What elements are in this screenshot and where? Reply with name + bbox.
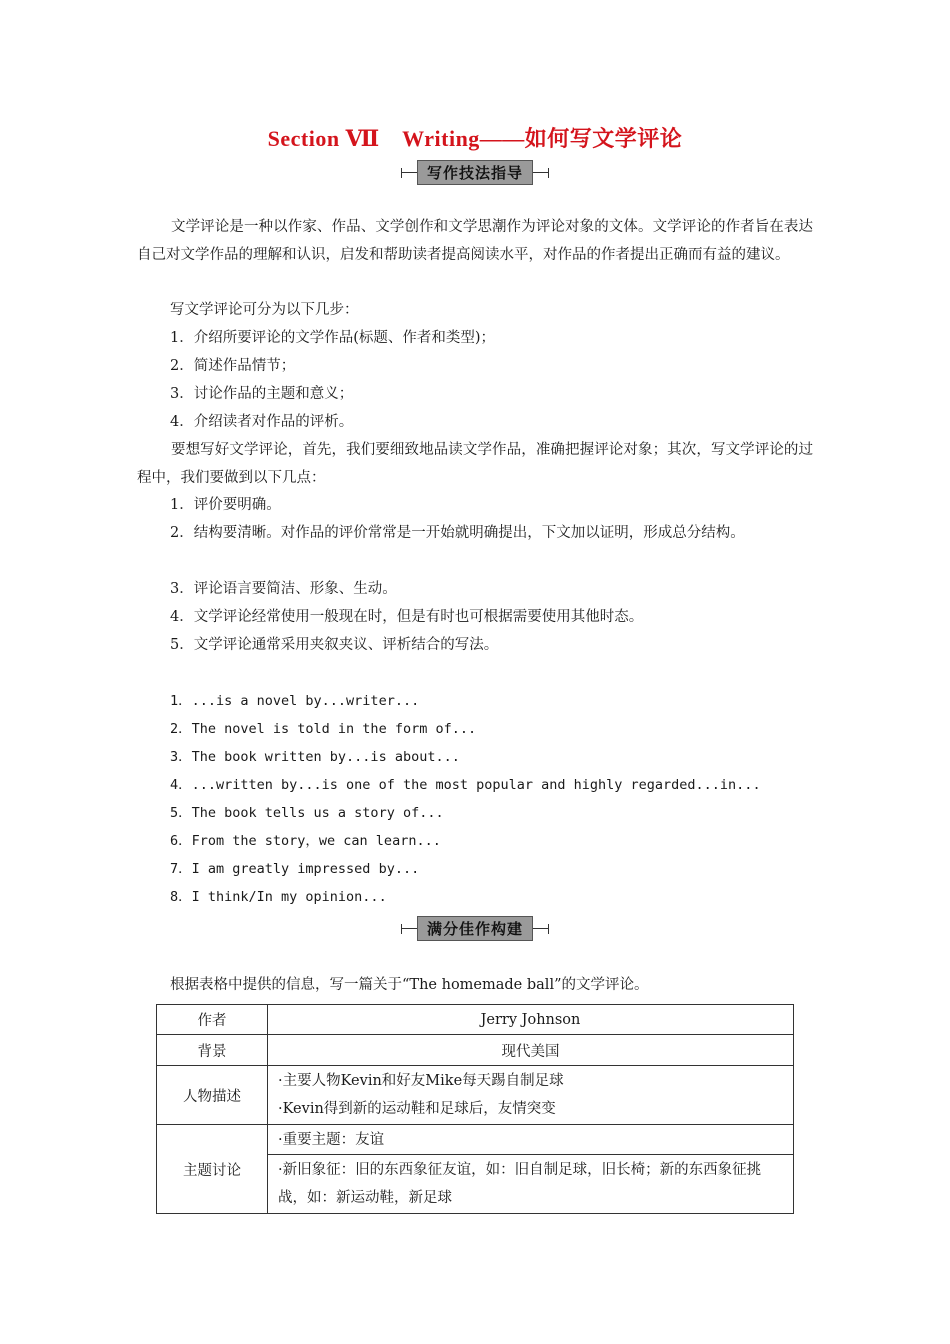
banner-rule-right [533,172,549,173]
info-table [156,1004,794,1214]
intro-paragraph: 文学评论是一种以作家、作品、文学创作和文学思潮作为评论对象的文体。文学评论的作者旨在表达自己对文学作品的理解和认识，启发和帮助读者提高阅读水平，对作品的作者提出正确而有益的建议。 [137,219,813,263]
tip-item: 5．文学评论通常采用夹叙夹议、评析结合的写法。 [170,637,499,653]
table-row [157,1005,794,1035]
table-cell-label: 背景 [157,1035,268,1066]
phrase-item: 5．The book tells us a story of... [170,805,444,821]
phrase-item: 7．I am greatly impressed by... [170,861,420,877]
phrase-item: 8．I think/In my opinion... [170,889,387,905]
banner-label: 写作技法指导 [417,160,533,185]
step-item: 1．介绍所要评论的文学作品(标题、作者和类型)； [170,330,496,346]
step-item: 4．介绍读者对作品的评析。 [170,414,354,430]
table-cell-label: 主题讨论 [157,1125,268,1214]
section-banner-writing-tips [0,160,950,185]
table-cell-label: 作者 [157,1005,268,1035]
tips-intro-paragraph: 要想写好文学评论，首先，我们要细致地品读文学作品，准确把握评论对象；其次，写文学评论的过程中，我们要做到以下几点： [137,442,813,486]
phrase-item: 4．...written by...is one of the most popular and highly regarded...in... [170,777,761,793]
banner-rule-left [401,172,417,173]
table-row [157,1066,794,1125]
table-cell-label: 人物描述 [157,1066,268,1125]
step-item: 2．简述作品情节； [170,358,296,374]
step-item: 3．讨论作品的主题和意义； [170,386,354,402]
tip-item: 1．评价要明确。 [170,497,281,513]
banner-rule-left [401,928,417,929]
table-cell-value: Jerry Johnson [268,1005,794,1035]
section-banner-model-essay [0,916,950,941]
task-instruction: 根据表格中提供的信息，写一篇关于“The homemade ball”的文学评论。 [170,977,649,993]
phrase-item: 6．From the story，we can learn... [170,833,441,849]
banner-rule-right [533,928,549,929]
steps-heading: 写文学评论可分为以下几步： [170,302,359,318]
table-row [157,1035,794,1066]
table-cell-value: 现代美国 [268,1035,794,1066]
theme-item: ·重要主题：友谊 [268,1125,794,1155]
character-item: ·Kevin得到新的运动鞋和足球后，友情突变 [278,1101,556,1117]
table-cell-value [268,1066,794,1125]
banner-label: 满分佳作构建 [417,916,533,941]
page-title: Section Ⅶ Writing——如何写文学评论 [267,126,683,151]
tip-item: 4．文学评论经常使用一般现在时，但是有时也可根据需要使用其他时态。 [170,609,644,625]
tip-item: 2．结构要清晰。对作品的评价常常是一开始就明确提出，下文加以证明，形成总分结构。 [170,525,745,541]
theme-item: ·新旧象征：旧的东西象征友谊，如：旧自制足球，旧长椅；新的东西象征挑战，如：新运动鞋，新足球 [268,1155,794,1214]
phrase-item: 3．The book written by...is about... [170,749,460,765]
table-row [157,1125,794,1155]
tip-item: 3．评论语言要简洁、形象、生动。 [170,581,397,597]
phrase-item: 1．...is a novel by...writer... [170,693,420,709]
phrase-item: 2．The novel is told in the form of... [170,721,477,737]
character-item: ·主要人物Kevin和好友Mike每天踢自制足球 [278,1073,564,1089]
